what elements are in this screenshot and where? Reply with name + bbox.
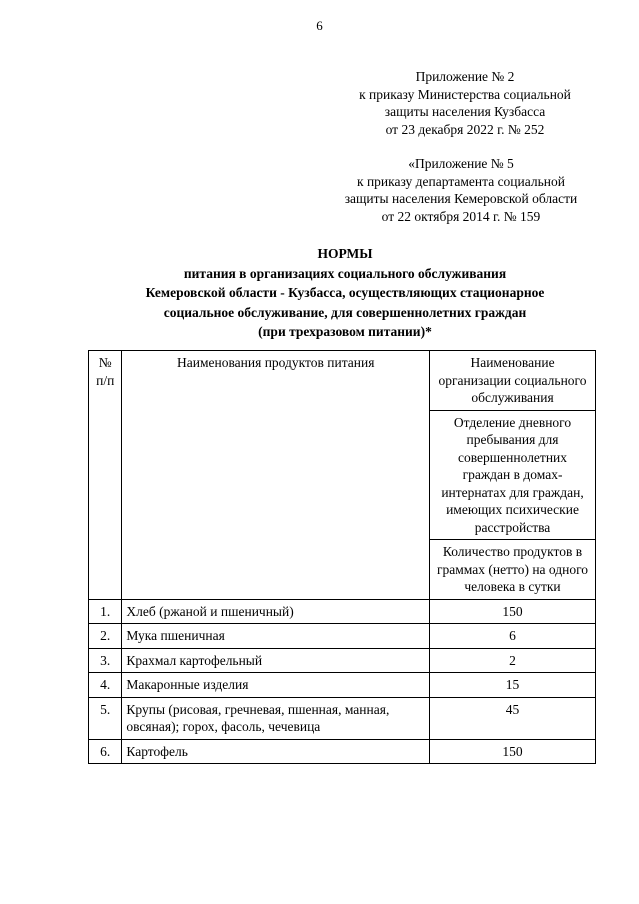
row-product: Крупы (рисовая, гречневая, пшенная, манная, овсяная); горох, фасоль, чечевица: [122, 697, 430, 739]
row-num: 2.: [89, 624, 122, 649]
appendix-current: [330, 68, 600, 138]
table-row: [89, 697, 596, 739]
document-title: [90, 244, 600, 342]
row-num: 5.: [89, 697, 122, 739]
table-row: [89, 599, 596, 624]
title-heading: НОРМЫ: [317, 246, 373, 261]
table-row: [89, 673, 596, 698]
row-value: 150: [430, 599, 596, 624]
appendix-original-line-2: к приказу департамента социальной: [357, 173, 565, 189]
appendix-original: [322, 155, 600, 225]
appendix-original-line-4: от 22 октября 2014 г. № 159: [381, 208, 541, 224]
title-line-4: (при трехразовом питании)*: [258, 324, 432, 339]
header-product-name: Наименования продуктов питания: [122, 351, 430, 600]
header-department: Отделение дневного пребывания для совершеннолетних граждан в домах-интернатах для граждан, имеющих психические расстройства: [430, 410, 596, 540]
title-line-3: социальное обслуживание, для совершеннолетних граждан: [163, 304, 527, 320]
norms-table: [88, 350, 596, 764]
table-row: [89, 739, 596, 764]
header-organization: Наименование организации социального обслуживания: [430, 351, 596, 411]
row-value: 6: [430, 624, 596, 649]
row-product: Картофель: [122, 739, 430, 764]
title-line-2: Кемеровской области - Кузбасса, осуществляющих стационарное: [145, 285, 545, 300]
appendix-original-line-1: «Приложение № 5: [408, 156, 514, 171]
header-unit: Количество продуктов в граммах (нетто) на одного человека в сутки: [430, 540, 596, 600]
row-num: 6.: [89, 739, 122, 764]
table-header-row: [89, 351, 596, 411]
row-product: Хлеб (ржаной и пшеничный): [122, 599, 430, 624]
table-row: [89, 624, 596, 649]
appendix-current-line-3: защиты населения Кузбасса: [384, 104, 546, 119]
row-num: 3.: [89, 648, 122, 673]
page-number: 6: [316, 18, 323, 33]
row-value: 150: [430, 739, 596, 764]
row-num: 4.: [89, 673, 122, 698]
row-value: 45: [430, 697, 596, 739]
appendix-current-line-2: к приказу Министерства социальной: [359, 86, 571, 102]
row-value: 2: [430, 648, 596, 673]
appendix-original-line-3: защиты населения Кемеровской области: [344, 191, 578, 206]
table-row: [89, 648, 596, 673]
row-product: Макаронные изделия: [122, 673, 430, 698]
header-num: № п/п: [89, 351, 122, 600]
title-line-1: питания в организациях социального обслуживания: [183, 265, 507, 281]
row-num: 1.: [89, 599, 122, 624]
row-value: 15: [430, 673, 596, 698]
row-product: Крахмал картофельный: [122, 648, 430, 673]
appendix-current-line-4: от 23 декабря 2022 г. № 252: [385, 121, 545, 137]
appendix-current-line-1: Приложение № 2: [415, 69, 515, 84]
row-product: Мука пшеничная: [122, 624, 430, 649]
